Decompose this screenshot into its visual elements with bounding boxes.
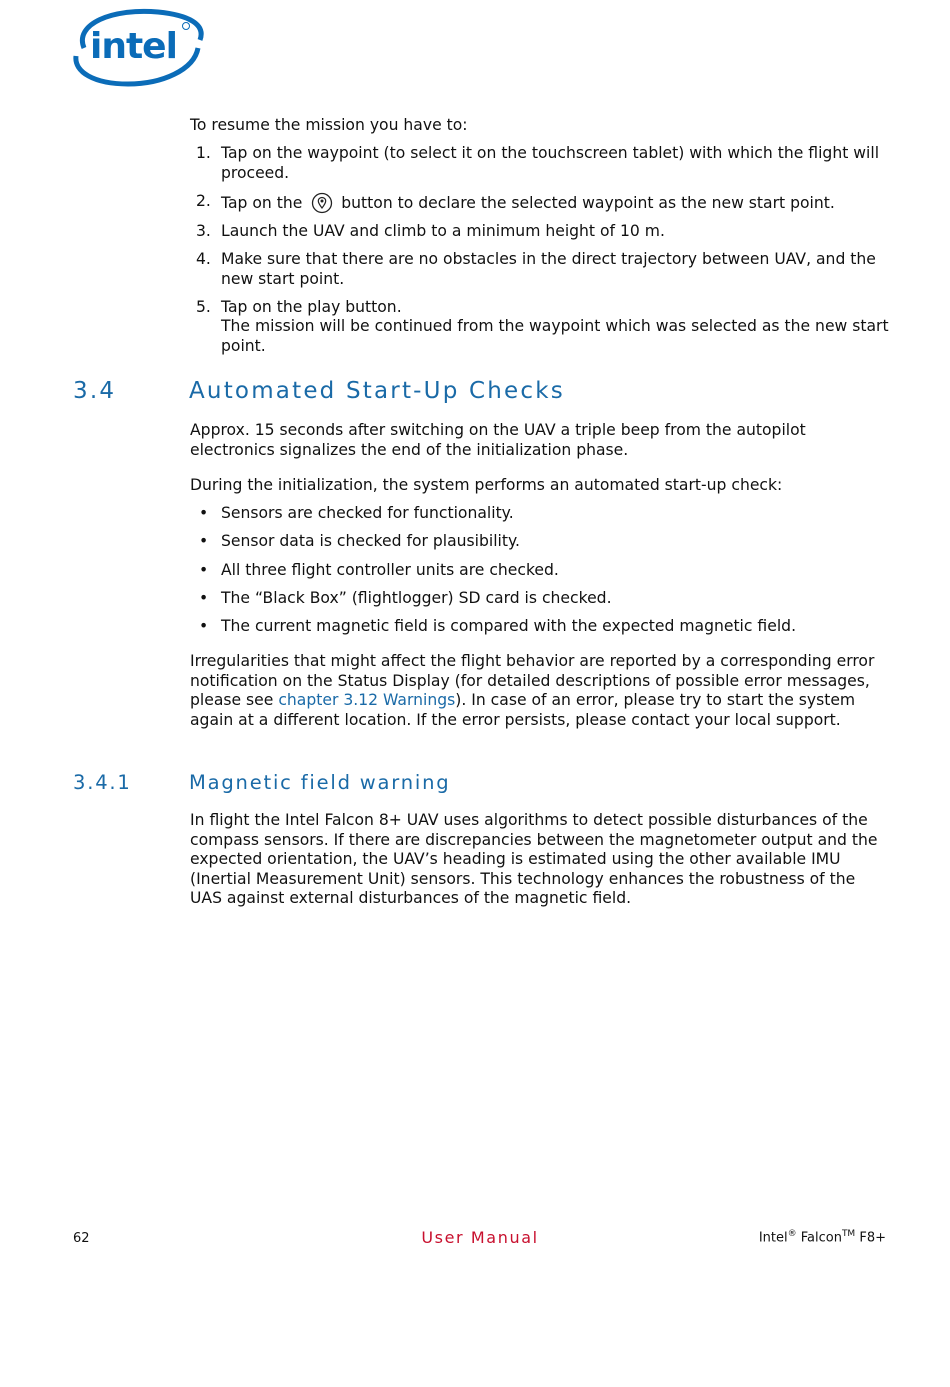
section-3-4-paragraph-1: Approx. 15 seconds after switching on the UAV a triple beep from the autopilot electronics signalizes the end of the initialization phase. bbox=[190, 421, 806, 459]
list-item: 3. Launch the UAV and climb to a minimum height of 10 m. bbox=[196, 222, 665, 240]
intro-text: To resume the mission you have to: bbox=[190, 116, 468, 134]
list-item: • The current magnetic field is compared with the expected magnetic field. bbox=[199, 617, 797, 636]
footer-title: User Manual bbox=[421, 1228, 539, 1247]
section-heading-3-4-1: 3.4.1 Magnetic field warning bbox=[73, 771, 451, 794]
list-item: 2. Tap on the button to declare the selected waypoint as the new start point. bbox=[196, 191, 835, 212]
page-number: 62 bbox=[73, 1231, 90, 1246]
list-item: 5. Tap on the play button. The mission will be continued from the waypoint which was selected as the new start point. bbox=[196, 297, 889, 355]
footer-product: Intel® Falcon™ F8+ bbox=[758, 1229, 886, 1246]
section-3-4-paragraph-3: Irregularities that might affect the flight behavior are reported by a corresponding error notification on the Status Display (for detailed descriptions of possible error messages, please see chapter 3.12 Warnings). In case of an error, please try to start the system again at a different location. If the error persists, please contact your local support. bbox=[190, 652, 875, 729]
list-item: • Sensor data is checked for plausibility. bbox=[199, 532, 520, 551]
intel-logo bbox=[72, 4, 206, 88]
list-item: • All three flight controller units are checked. bbox=[199, 560, 559, 579]
section-heading-3-4: 3.4 Automated Start-Up Checks bbox=[73, 378, 565, 404]
warnings-chapter-link[interactable]: chapter 3.12 Warnings bbox=[278, 691, 456, 709]
waypoint-pin-icon bbox=[311, 192, 333, 214]
list-item: • The “Black Box” (flightlogger) SD card is checked. bbox=[199, 588, 612, 607]
list-item: • Sensors are checked for functionality. bbox=[199, 504, 514, 522]
logo-text: intel bbox=[90, 26, 177, 67]
list-item: 4. Make sure that there are no obstacles in the direct trajectory between UAV, and the new start point. bbox=[196, 250, 876, 288]
list-item: 1. Tap on the waypoint (to select it on the touchscreen tablet) with which the flight will proceed. bbox=[196, 144, 880, 182]
startup-checks-list bbox=[190, 504, 890, 645]
section-3-4-1-paragraph: In flight the Intel Falcon 8+ UAV uses algorithms to detect possible disturbances of the compass sensors. If there are discrepancies between the magnetometer output and the expected orientation, the UAV’s heading is estimated using the other available IMU (Inertial Measurement Unit) sensors. This technology enhances the robustness of the UAS against external disturbances of the magnetic field. bbox=[190, 811, 878, 907]
resume-steps-list bbox=[190, 144, 890, 365]
section-3-4-paragraph-2: During the initialization, the system performs an automated start-up check: bbox=[190, 476, 783, 494]
